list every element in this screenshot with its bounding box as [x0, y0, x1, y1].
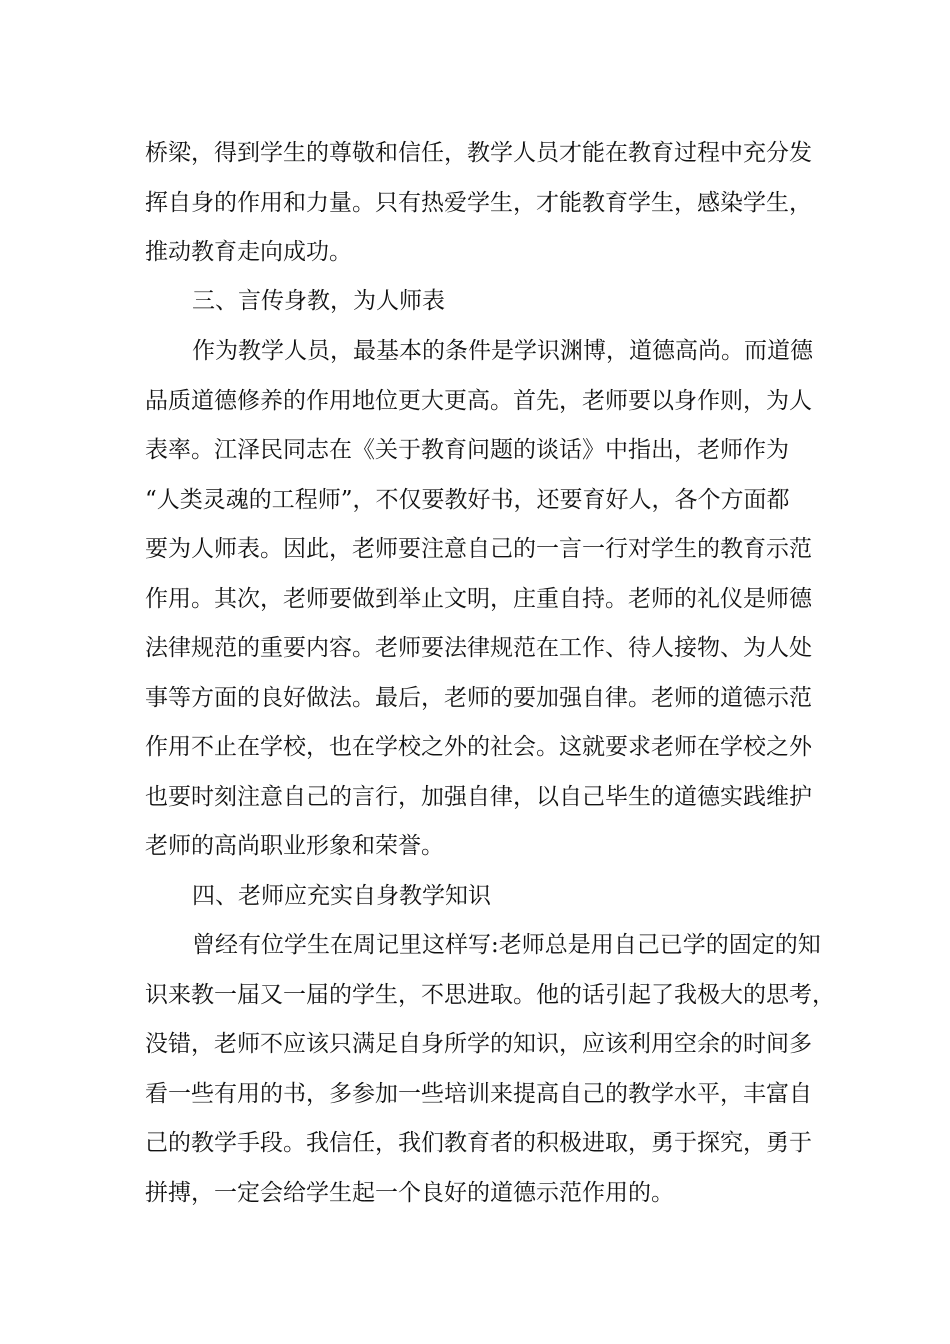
paragraph-line: 作用不止在学校，也在学校之外的社会。这就要求老师在学校之外	[145, 734, 812, 760]
paragraph-line: 识来教一届又一届的学生，不思进取。他的话引起了我极大的思考，	[145, 982, 835, 1008]
paragraph-line: “人类灵魂的工程师”，不仅要教好书，还要育好人，各个方面都	[145, 487, 790, 513]
section-heading: 三、言传身教，为人师表	[192, 288, 445, 314]
paragraph-line: 看一些有用的书，多参加一些培训来提高自己的教学水平，丰富自	[145, 1081, 812, 1107]
paragraph-line: 拼搏，一定会给学生起一个良好的道德示范作用的。	[145, 1180, 674, 1206]
paragraph-line: 表率。江泽民同志在《关于教育问题的谈话》中指出，老师作为	[145, 437, 789, 463]
paragraph-line: 事等方面的良好做法。最后，老师的要加强自律。老师的道德示范	[145, 685, 812, 711]
paragraph-line: 也要时刻注意自己的言行，加强自律，以自己毕生的道德实践维护	[145, 784, 812, 810]
section-heading: 四、老师应充实自身教学知识	[192, 883, 491, 909]
paragraph-line: 品质道德修养的作用地位更大更高。首先，老师要以身作则，为人	[145, 388, 812, 414]
paragraph-line: 老师的高尚职业形象和荣誉。	[145, 833, 444, 859]
paragraph-line: 法律规范的重要内容。老师要法律规范在工作、待人接物、为人处	[145, 635, 812, 661]
paragraph-line: 作用。其次，老师要做到举止文明，庄重自持。老师的礼仪是师德	[145, 586, 812, 612]
paragraph-line: 推动教育走向成功。	[145, 239, 352, 265]
paragraph-line: 没错，老师不应该只满足自身所学的知识，应该利用空余的时间多	[145, 1031, 812, 1057]
paragraph-line: 己的教学手段。我信任，我们教育者的积极进取，勇于探究，勇于	[145, 1130, 812, 1156]
paragraph-line: 作为教学人员，最基本的条件是学识渊博，道德高尚。而道德	[192, 338, 813, 364]
paragraph-line: 曾经有位学生在周记里这样写:老师总是用自己已学的固定的知	[192, 932, 821, 958]
paragraph-line: 挥自身的作用和力量。只有热爱学生，才能教育学生，感染学生，	[145, 190, 812, 216]
paragraph-line: 桥梁，得到学生的尊敬和信任，教学人员才能在教育过程中充分发	[145, 140, 812, 166]
paragraph-line: 要为人师表。因此，老师要注意自己的一言一行对学生的教育示范	[145, 536, 812, 562]
